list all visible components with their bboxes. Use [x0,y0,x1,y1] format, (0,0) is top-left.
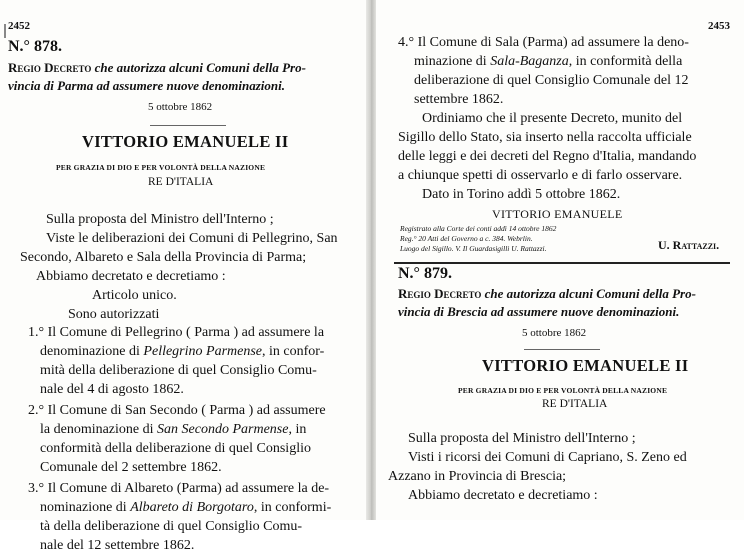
king-signature: VITTORIO EMANUELE [492,207,623,221]
article-item-line: minazione di Sala-Baganza, in conformità della [414,54,683,69]
preamble-line: Secondo, Albareto e Sala della Provincia di Parma; [20,250,307,265]
king-name: VITTORIO EMANUELE II [482,356,689,375]
decree-heading-line1 [398,285,696,303]
king-of-italy: RE D'ITALIA [542,398,608,410]
decree-heading-line2: vincia di Brescia ad assumere nuove denominazioni. [398,304,680,319]
article-item-line: 1.° Il Comune di Pellegrino ( Parma ) ad assumere la [28,325,325,340]
authorized-line: Sono autorizzati [68,307,160,322]
article-item-line: la denominazione di San Secondo Parmense, in [40,422,307,437]
divider [524,349,600,350]
item-number: 2.° [28,403,45,418]
by-grace-line: PER GRAZIA DI DIO E PER VOLONTÀ DELLA NAZIONE [56,163,266,172]
right-page [376,0,744,520]
article-item-line: nale del 12 settembre 1862. [40,538,195,553]
decree-number: N.° 879. [398,265,452,282]
closing-line: a chiunque spetti di osservarlo e di farlo osservare. [398,168,683,183]
decree-number: N.° 878. [8,38,62,55]
article-item-line: 2.° Il Comune di San Secondo ( Parma ) ad assumere [28,403,326,418]
article-item-line: 3.° Il Comune di Albareto (Parma) ad assumere la de- [28,481,330,496]
divider [150,125,226,126]
countersignature: U. Rattazzi. [658,238,720,252]
article-item-line: Comunale del 2 settembre 1862. [40,460,222,475]
decree-date: 5 ottobre 1862 [522,327,587,339]
closing-line: Ordiniamo che il presente Decreto, munito del [422,111,683,126]
item-number: 4.° [398,35,415,50]
item-number: 1.° [28,325,45,340]
preamble-line: Sulla proposta del Ministro dell'Interno ; [46,212,274,227]
new-name: Sala-Baganza [490,54,569,69]
page-number: 2453 [708,20,730,32]
article-item-line: nale del 4 di agosto 1862. [40,382,184,397]
article-item-line: 4.° Il Comune di Sala (Parma) ad assumere la deno- [398,35,689,50]
by-grace-line: PER GRAZIA DI DIO E PER VOLONTÀ DELLA NAZIONE [458,386,668,395]
closing-line: delle leggi e dei decreti del Regno d'Italia, mandando [398,149,697,164]
decree-heading-prefix: Regio Decreto [398,286,482,301]
decree-separator [394,262,730,264]
registration-note: Registrato alla Corte dei conti addì 14 ottobre 1862 [400,224,557,233]
book-gutter [366,0,376,520]
article-item-line: settembre 1862. [414,92,504,107]
left-page [0,0,366,553]
decree-heading-line2: vincia di Parma ad assumere nuove denominazioni. [8,78,285,93]
article-item-line: mità della deliberazione di quel Consiglio Comu- [40,363,317,378]
decree-date: 5 ottobre 1862 [148,101,213,113]
preamble-line: Azzano in Provincia di Brescia; [388,469,567,484]
king-name: VITTORIO EMANUELE II [82,132,289,151]
article-item-line: nominazione di Albareto di Borgotaro, in conformi- [40,500,332,515]
preamble-line: Viste le deliberazioni dei Comuni di Pellegrino, San [46,231,338,246]
preamble-line: Sulla proposta del Ministro dell'Interno ; [408,431,636,446]
closing-line: Dato in Torino addì 5 ottobre 1862. [422,187,621,202]
article-item-line: conformità della deliberazione di quel Consiglio [40,441,311,456]
new-name: San Secondo Parmense [157,422,289,437]
new-name: Albareto di Borgotaro [130,500,254,515]
preamble-line: Visti i ricorsi dei Comuni di Capriano, S. Zeno ed [408,450,687,465]
decree-heading-rest: che autorizza alcuni Comuni della Pro- [484,286,696,301]
preamble-line: Abbiamo decretato e decretiamo : [36,269,226,284]
preamble-line: Abbiamo decretato e decretiamo : [408,488,598,503]
registration-note: Luogo del Sigillo. V. Il Guardasigilli U. Rattazzi. [400,244,547,253]
article-item-line: denominazione di Pellegrino Parmense, in confor- [40,344,325,359]
closing-line: Sigillo dello Stato, sia inserto nella raccolta ufficiale [398,130,692,145]
page-edge-mark [4,24,6,38]
item-number: 3.° [28,481,45,496]
page-number: 2452 [8,20,30,32]
registration-note: Reg.° 20 Atti del Governo a c. 384. Webrlin. [400,234,533,243]
king-of-italy: RE D'ITALIA [148,176,214,188]
article-item-line: tà della deliberazione di quel Consiglio Comu- [40,519,303,534]
decree-heading-line1 [8,59,306,77]
new-name: Pellegrino Parmense [143,344,263,359]
article-heading: Articolo unico. [92,288,177,303]
decree-heading-rest: che autorizza alcuni Comuni della Pro- [94,60,306,75]
article-item-line: deliberazione di quel Consiglio Comunale del 12 [414,73,689,88]
decree-heading-prefix: Regio Decreto [8,60,92,75]
